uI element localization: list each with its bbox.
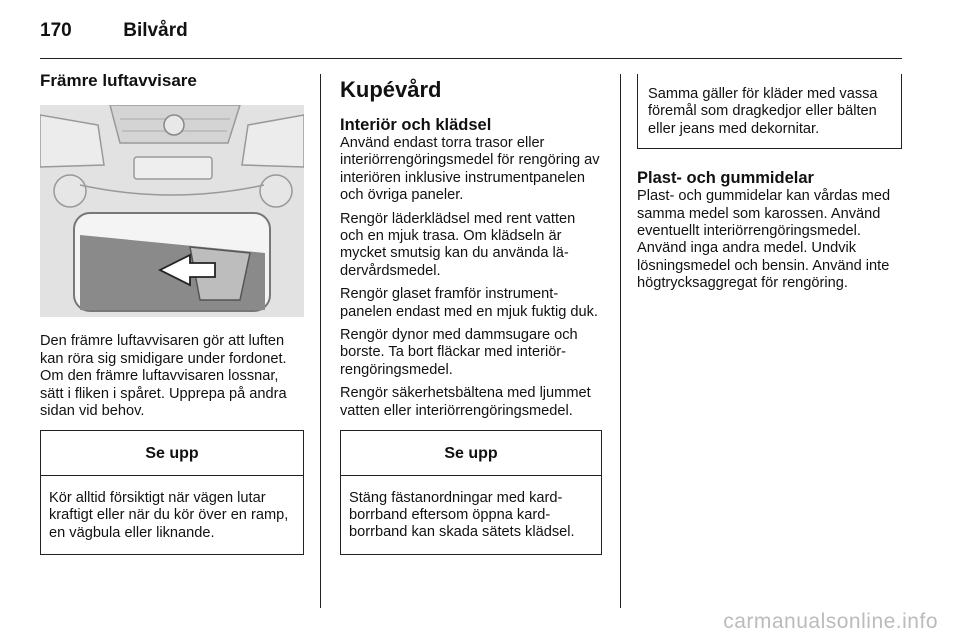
paragraph-seatbelts: Rengör säkerhetsbältena med ljummet vatten eller interiörrengöringsmedel. (340, 385, 591, 419)
section-title: Bilvård (123, 20, 188, 41)
column-3 (637, 72, 902, 299)
caution-notice-continued (637, 74, 902, 149)
page-header (40, 20, 188, 42)
column-2 (340, 72, 602, 555)
caution-notice-2 (340, 430, 602, 555)
subheading-plastic-rubber: Plast- och gummidelar (637, 169, 814, 188)
front-deflector-illustration (40, 105, 304, 317)
caution-text: Stäng fästanordningar med kardborrband eftersom öppna kardborrband kan skada sätets klädsel. (349, 489, 575, 541)
paragraph-leather: Rengör läderklädsel med rent vatten och en mjuk trasa. Om klädseln är mycket smutsig kan du använda lädervårdsmedel. (340, 210, 576, 279)
column-divider-1 (320, 74, 321, 608)
caution-title: Se upp (41, 431, 303, 475)
page-number: 170 (40, 20, 72, 41)
watermark: carmanualsonline.info (723, 610, 938, 633)
paragraph-cushions: Rengör dynor med dammsugare och borste. Ta bort fläckar med interiörrengöringsmedel. (340, 327, 578, 378)
subheading-front-deflector: Främre luftavvisare (40, 71, 197, 90)
deflector-description: Den främre luftavvisaren gör att luften kan röra sig smidigare under fordonet. Om den främre luftavvisaren lossnar, sätt i fliken i spåret. Upprepa på andra sidan vid behov. (40, 333, 287, 420)
caution-text: Kör alltid försiktigt när vägen lutar kraftigt eller när du kör över en ramp, en vägbula eller liknande. (49, 489, 289, 541)
column-divider-2 (620, 74, 621, 608)
car-front-drawing (40, 105, 304, 317)
section-heading-interior-care: Kupévård (340, 77, 442, 102)
caution-title: Se upp (341, 431, 601, 475)
paragraph-glass: Rengör glaset framför instrumentpanelen endast med en mjuk fuktig duk. (340, 286, 598, 320)
caution-notice-1 (40, 430, 304, 555)
paragraph-plastic-rubber: Plast- och gummidelar kan vårdas med samma medel som karossen. Använd eventuellt interiörrengöringsmedel. Använd inga andra medel. Undvik lösningsmedel och bensin. Använd inte högtrycksaggregat för rengöring. (637, 188, 891, 292)
header-rule (40, 58, 902, 59)
subheading-interior-upholstery: Interiör och klädsel (340, 116, 492, 134)
caution-continued-text: Samma gäller för kläder med vassa föremål som dragkedjor eller bälten eller jeans med dekornitar. (648, 86, 878, 137)
paragraph-cleaning-cloths: Använd endast torra trasor eller interiörrengöringsmedel för rengöring av interiören inklusive instrumentpanelen och övriga paneler. (340, 135, 600, 204)
column-1 (40, 72, 304, 555)
